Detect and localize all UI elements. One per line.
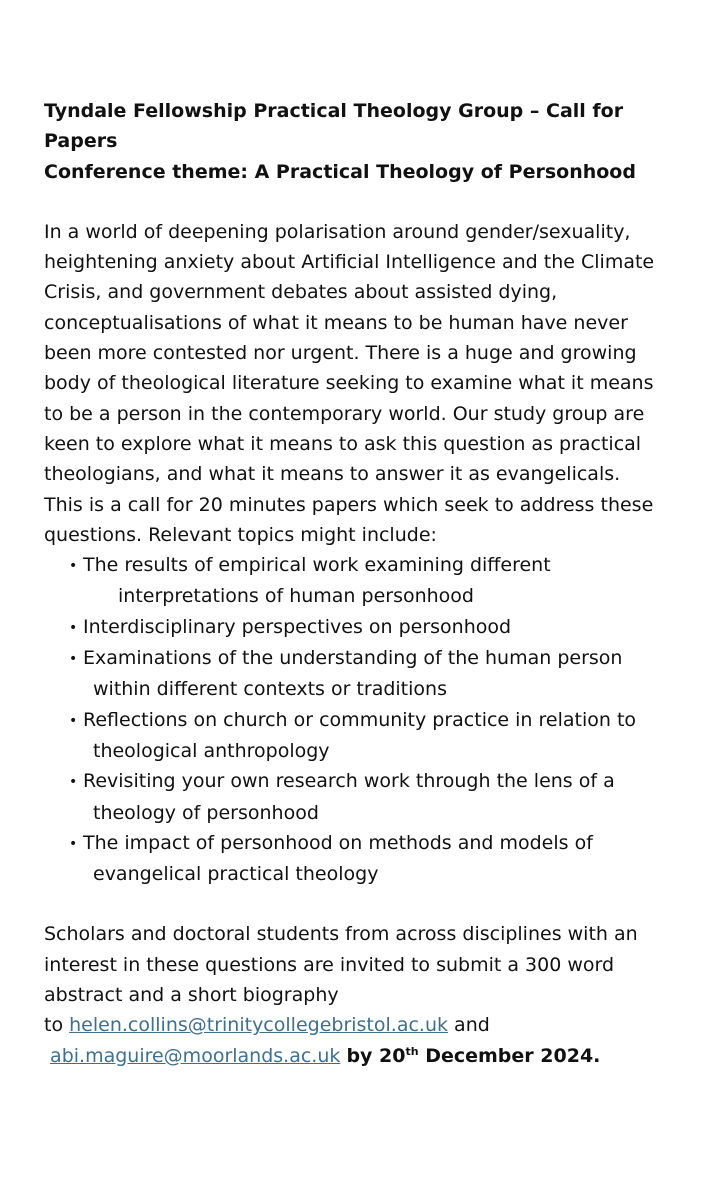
to-text: to xyxy=(44,1014,64,1037)
email-link-abi-maguire[interactable]: abi.maguire@moorlands.ac.uk xyxy=(50,1044,341,1067)
document-title xyxy=(44,96,674,187)
deadline-ordinal-suffix: th xyxy=(405,1044,419,1058)
bullet-icon: • xyxy=(69,774,78,791)
list-item xyxy=(44,643,674,705)
title-line-1: Tyndale Fellowship Practical Theology Group – Call for Papers xyxy=(44,100,624,153)
list-item xyxy=(44,705,674,767)
list-item xyxy=(44,828,674,890)
spacer xyxy=(44,187,674,217)
call-for-papers-document xyxy=(44,96,674,1071)
intro-paragraph: In a world of deepening polarisation around gender/sexuality, heightening anxiety about Artificial Intelligence and the Climate Crisis, and government debates about assisted dying, conceptualisations of what it means to be human have never been more contested nor urgent. There is a huge and growing body of theological literature seeking to examine what it means to be a person in the contemporary world. Our study group are keen to explore what it means to ask this question as practical theologians, and what it means to answer it as evangelicals. This is a call for 20 minutes papers which seek to address these questions. Relevant topics might include: xyxy=(44,220,655,546)
bullet-icon: • xyxy=(69,558,78,575)
topic-line-1: Reflections on church or community practice in relation to xyxy=(83,708,637,731)
deadline-text xyxy=(346,1045,600,1067)
bullet-icon: • xyxy=(69,651,78,668)
topic-line-1: Revisiting your own research work through the lens of a xyxy=(83,770,615,793)
topic-line-2: interpretations of human personhood xyxy=(118,585,474,608)
topic-line-1: The impact of personhood on methods and models of xyxy=(83,831,593,854)
topic-line-2: evangelical practical theology xyxy=(93,863,379,886)
topics-list xyxy=(44,550,674,889)
and-text: and xyxy=(454,1014,490,1037)
email-line-1 xyxy=(44,1010,674,1040)
deadline-prefix: by 20 xyxy=(346,1044,406,1067)
topic-line-2: within different contexts or traditions xyxy=(93,678,447,701)
spacer xyxy=(44,889,674,919)
title-line-2: Conference theme: A Practical Theology of Personhood xyxy=(44,160,636,183)
bullet-icon: • xyxy=(69,712,78,729)
list-item xyxy=(44,550,674,612)
topic-line-2: theological anthropology xyxy=(93,739,330,762)
topic-line-1: The results of empirical work examining different xyxy=(83,554,551,577)
closing-paragraph: Scholars and doctoral students from across disciplines with an interest in these questions are invited to submit a 300 word abstract and a short biography xyxy=(44,923,638,1007)
list-item xyxy=(44,766,674,828)
topic-line-1: Interdisciplinary perspectives on personhood xyxy=(83,615,512,638)
topic-line-2: theology of personhood xyxy=(93,801,319,824)
list-item xyxy=(44,612,674,643)
email-line-2 xyxy=(44,1041,674,1071)
deadline-suffix: December 2024. xyxy=(425,1044,601,1067)
topic-line-1: Examinations of the understanding of the human person xyxy=(83,647,623,670)
email-link-helen-collins[interactable]: helen.collins@trinitycollegebristol.ac.uk xyxy=(69,1014,448,1037)
bullet-icon: • xyxy=(69,835,78,852)
bullet-icon: • xyxy=(69,619,78,636)
